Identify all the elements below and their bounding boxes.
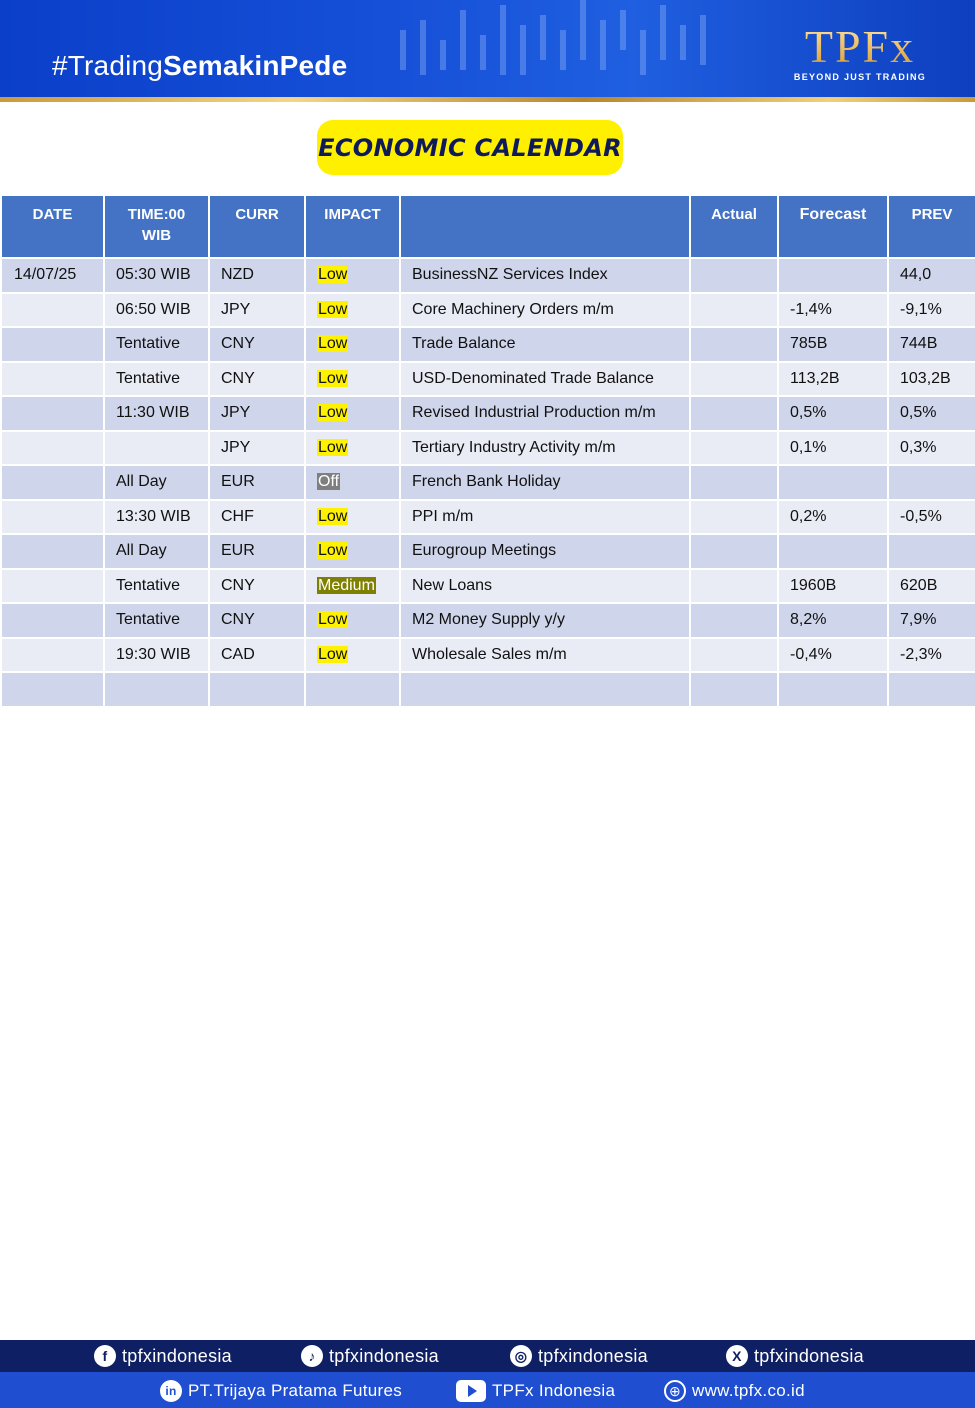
cell-impact: [305, 362, 400, 397]
cell-actual: [690, 603, 778, 638]
cell-time: 19:30 WIB: [104, 638, 209, 673]
cell-curr: CNY: [209, 569, 305, 604]
cell-event: French Bank Holiday: [400, 465, 690, 500]
footer-tiktok-link[interactable]: ♪ tpfxindonesia: [301, 1341, 439, 1371]
instagram-icon: ◎: [510, 1345, 532, 1367]
cell-time: Tentative: [104, 362, 209, 397]
cell-forecast: 0,1%: [778, 431, 888, 466]
cell-date: [1, 293, 104, 328]
footer-linkedin-link[interactable]: in PT.Trijaya Pratama Futures: [160, 1375, 402, 1407]
cell-event: New Loans: [400, 569, 690, 604]
globe-icon: ⊕: [664, 1380, 686, 1402]
cell-curr: [209, 672, 305, 707]
footer-website-link[interactable]: ⊕ www.tpfx.co.id: [664, 1375, 805, 1407]
cell-curr: CNY: [209, 327, 305, 362]
col-header-forecast: Forecast: [778, 195, 888, 258]
cell-actual: [690, 396, 778, 431]
cell-actual: [690, 569, 778, 604]
cell-date: 14/07/25: [1, 258, 104, 293]
cell-event: Wholesale Sales m/m: [400, 638, 690, 673]
title-badge: [317, 120, 623, 175]
cell-prev: -2,3%: [888, 638, 975, 673]
economic-calendar-table: [0, 194, 975, 708]
cell-date: [1, 327, 104, 362]
cell-prev: -9,1%: [888, 293, 975, 328]
cell-prev: 103,2B: [888, 362, 975, 397]
cell-forecast: 785B: [778, 327, 888, 362]
cell-date: [1, 396, 104, 431]
cell-date: [1, 362, 104, 397]
table-row: [1, 327, 975, 362]
cell-impact: [305, 293, 400, 328]
cell-prev: [888, 672, 975, 707]
cell-impact: [305, 569, 400, 604]
cell-impact: [305, 500, 400, 535]
impact-badge: Off: [318, 473, 340, 491]
cell-curr: JPY: [209, 293, 305, 328]
logo-text: TPFx: [790, 24, 930, 70]
impact-badge: Low: [318, 645, 348, 663]
header-banner: [0, 0, 975, 98]
cell-event: Tertiary Industry Activity m/m: [400, 431, 690, 466]
cell-forecast: 0,5%: [778, 396, 888, 431]
cell-time: 05:30 WIB: [104, 258, 209, 293]
cell-actual: [690, 672, 778, 707]
logo-tagline: BEYOND JUST TRADING: [793, 72, 927, 82]
col-header-date: DATE: [1, 195, 104, 258]
impact-badge: Low: [318, 300, 348, 318]
youtube-icon: [456, 1380, 486, 1402]
cell-prev: -0,5%: [888, 500, 975, 535]
impact-badge: Low: [318, 611, 348, 629]
cell-date: [1, 500, 104, 535]
cell-time: Tentative: [104, 327, 209, 362]
table-row: [1, 603, 975, 638]
table-row: [1, 500, 975, 535]
cell-curr: CNY: [209, 603, 305, 638]
col-header-prev: PREV: [888, 195, 975, 258]
cell-prev: 744B: [888, 327, 975, 362]
cell-actual: [690, 293, 778, 328]
table-row: [1, 465, 975, 500]
impact-badge: Low: [318, 507, 348, 525]
table-row: [1, 396, 975, 431]
table-row: [1, 569, 975, 604]
page-title: ECONOMIC CALENDAR: [318, 133, 622, 162]
col-header-time: TIME:00 WIB: [104, 195, 209, 258]
table-row: [1, 293, 975, 328]
table-row: [1, 362, 975, 397]
impact-badge: Low: [318, 404, 348, 422]
cell-forecast: 1960B: [778, 569, 888, 604]
cell-impact: [305, 327, 400, 362]
cell-impact: [305, 672, 400, 707]
cell-curr: JPY: [209, 396, 305, 431]
footer-instagram-link[interactable]: ◎ tpfxindonesia: [510, 1341, 648, 1371]
cell-time: All Day: [104, 465, 209, 500]
impact-badge: Low: [318, 542, 348, 560]
table-row: [1, 431, 975, 466]
cell-prev: 7,9%: [888, 603, 975, 638]
cell-time: 13:30 WIB: [104, 500, 209, 535]
col-header-event: [400, 195, 690, 258]
table-row: [1, 258, 975, 293]
impact-badge: Low: [318, 438, 348, 456]
cell-forecast: [778, 465, 888, 500]
cell-date: [1, 603, 104, 638]
cell-event: Revised Industrial Production m/m: [400, 396, 690, 431]
cell-event: Core Machinery Orders m/m: [400, 293, 690, 328]
cell-curr: JPY: [209, 431, 305, 466]
cell-forecast: -0,4%: [778, 638, 888, 673]
cell-time: [104, 431, 209, 466]
cell-forecast: -1,4%: [778, 293, 888, 328]
cell-event: Trade Balance: [400, 327, 690, 362]
table-row: [1, 672, 975, 707]
cell-time: Tentative: [104, 603, 209, 638]
cell-prev: [888, 534, 975, 569]
cell-curr: CHF: [209, 500, 305, 535]
col-header-impact: IMPACT: [305, 195, 400, 258]
impact-badge: Low: [318, 266, 348, 284]
cell-time: Tentative: [104, 569, 209, 604]
cell-event: BusinessNZ Services Index: [400, 258, 690, 293]
cell-curr: NZD: [209, 258, 305, 293]
cell-actual: [690, 465, 778, 500]
footer-facebook-link[interactable]: f tpfxindonesia: [94, 1341, 232, 1371]
cell-prev: 0,5%: [888, 396, 975, 431]
cell-actual: [690, 258, 778, 293]
cell-prev: [888, 465, 975, 500]
cell-time: [104, 672, 209, 707]
cell-curr: CAD: [209, 638, 305, 673]
cell-date: [1, 638, 104, 673]
cell-event: Eurogroup Meetings: [400, 534, 690, 569]
cell-prev: 620B: [888, 569, 975, 604]
impact-badge: Low: [318, 335, 348, 353]
cell-date: [1, 431, 104, 466]
cell-event: M2 Money Supply y/y: [400, 603, 690, 638]
cell-forecast: 8,2%: [778, 603, 888, 638]
table-row: [1, 638, 975, 673]
cell-event: USD-Denominated Trade Balance: [400, 362, 690, 397]
cell-curr: CNY: [209, 362, 305, 397]
impact-badge: Medium: [318, 576, 375, 594]
cell-prev: 0,3%: [888, 431, 975, 466]
cell-time: All Day: [104, 534, 209, 569]
cell-forecast: [778, 258, 888, 293]
linkedin-icon: in: [160, 1380, 182, 1402]
table-row: [1, 534, 975, 569]
cell-curr: EUR: [209, 465, 305, 500]
cell-date: [1, 465, 104, 500]
cell-forecast: [778, 534, 888, 569]
cell-actual: [690, 327, 778, 362]
footer-youtube-link[interactable]: TPFx Indonesia: [456, 1375, 615, 1407]
cell-time: 06:50 WIB: [104, 293, 209, 328]
tpfx-logo: [790, 21, 930, 82]
cell-date: [1, 672, 104, 707]
table-header-row: [1, 195, 975, 258]
cell-impact: [305, 603, 400, 638]
cell-curr: EUR: [209, 534, 305, 569]
cell-forecast: [778, 672, 888, 707]
cell-forecast: 0,2%: [778, 500, 888, 535]
cell-date: [1, 534, 104, 569]
cell-event: [400, 672, 690, 707]
cell-impact: [305, 258, 400, 293]
cell-impact: [305, 534, 400, 569]
gold-divider: [0, 97, 975, 102]
cell-actual: [690, 638, 778, 673]
facebook-icon: f: [94, 1345, 116, 1367]
footer-x-link[interactable]: X tpfxindonesia: [726, 1341, 864, 1371]
cell-impact: [305, 638, 400, 673]
cell-prev: 44,0: [888, 258, 975, 293]
x-icon: X: [726, 1345, 748, 1367]
cell-actual: [690, 431, 778, 466]
cell-actual: [690, 500, 778, 535]
cell-impact: [305, 431, 400, 466]
col-header-actual: Actual: [690, 195, 778, 258]
cell-impact: [305, 465, 400, 500]
cell-time: 11:30 WIB: [104, 396, 209, 431]
cell-event: PPI m/m: [400, 500, 690, 535]
tiktok-icon: ♪: [301, 1345, 323, 1367]
col-header-curr: CURR: [209, 195, 305, 258]
cell-actual: [690, 362, 778, 397]
hashtag-title: #TradingSemakinPede: [52, 50, 348, 81]
impact-badge: Low: [318, 369, 348, 387]
cell-date: [1, 569, 104, 604]
candlestick-background-graphic: [380, 0, 800, 98]
cell-forecast: 113,2B: [778, 362, 888, 397]
cell-actual: [690, 534, 778, 569]
cell-impact: [305, 396, 400, 431]
